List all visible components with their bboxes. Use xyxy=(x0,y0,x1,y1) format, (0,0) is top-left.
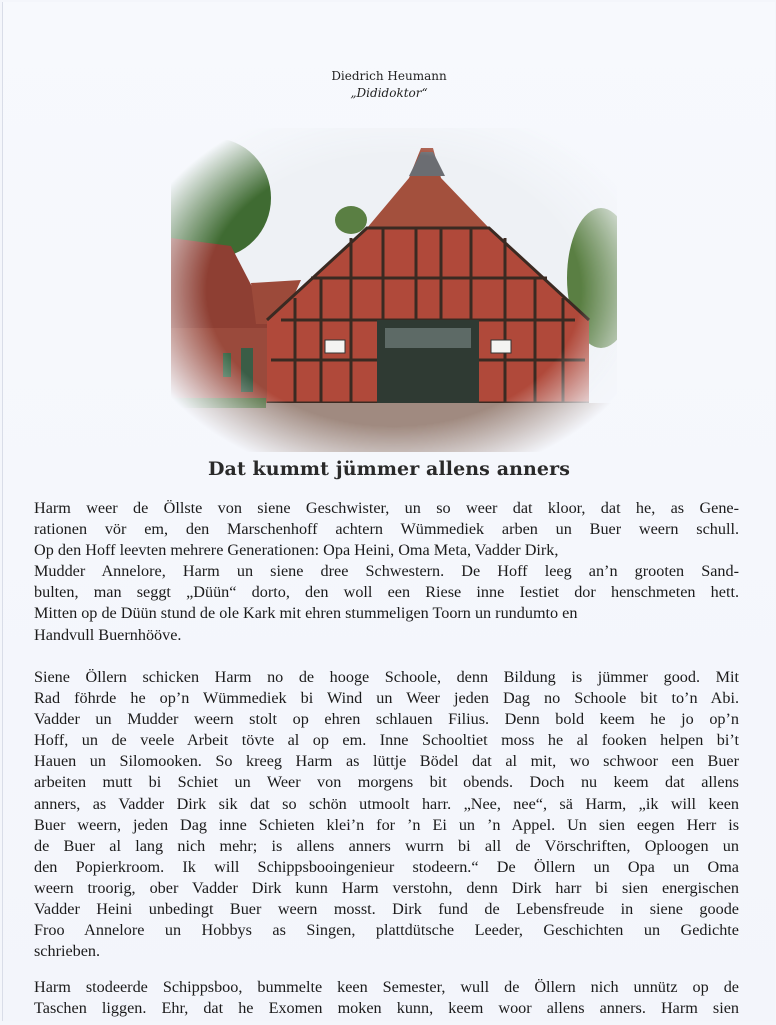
text-line: Mitten op de Düün stund de ole Kark mit ehren stummeligen Toorn un rundumto en xyxy=(34,604,578,623)
paragraph-2 xyxy=(34,667,739,962)
text-line: Siene Öllern schicken Harm no de hooge Schoole, denn Bildung is jümmer good. Mit xyxy=(34,668,739,686)
author-block xyxy=(3,68,775,102)
author-name: Diedrich Heumann xyxy=(331,69,447,83)
plants xyxy=(171,398,266,408)
author-nickname: „Dididoktor“ xyxy=(350,86,428,100)
farmhouse-illustration xyxy=(171,128,617,452)
text-line: rationen vör em, den Marschenhoff achtern Wümmediek arben un Buer weern schull. xyxy=(34,520,739,539)
paragraph-1 xyxy=(34,498,739,646)
doorway-transom xyxy=(385,328,471,348)
text-line: Rad föhrde he op’n Wümmediek bi Wind un Weer jeden Dag no Schoole bit to’n Abi. xyxy=(34,689,739,708)
text-line: Mudder Annelore, Harm un siene dree Schwestern. De Hoff leeg an’n grooten Sand- xyxy=(34,562,739,581)
article-title: Dat kummt jümmer allens anners xyxy=(207,458,571,480)
text-line: de Buer al lang nich mehr; is allens anners wurrn bi all de Vörschriften, Oploogen un xyxy=(34,836,739,855)
text-line: Op den Hoff leevten mehrere Generationen: Opa Heini, Oma Meta, Vadder Dirk, xyxy=(34,541,559,560)
text-line: Hauen un Silomooken. So kreeg Harm as lüttje Bödel dat al mit, wo schwoor een Buer xyxy=(34,752,739,771)
side-barn-door xyxy=(241,348,253,392)
text-line: Vadder Heini unbedingt Buer weern mosst. Dirk fund de Lebensfreude in siene goode xyxy=(34,900,739,919)
window-left xyxy=(325,340,345,353)
document-page xyxy=(2,2,775,1021)
text-line: arbeiten mutt bi Schiet un Weer von morgens bit obends. Doch nu keem dat allens xyxy=(34,773,739,792)
text-line: Froo Annelore un Hobbys as Singen, plattdütsche Leeder, Geschichten un Gedichte xyxy=(34,921,739,940)
text-line: Hoff, un de veele Arbeit tövte al op em. Inne Schooltiet moss he al fooken helpen bi’t xyxy=(34,731,739,750)
text-line: Handvull Buernhööve. xyxy=(34,625,182,644)
tree-back xyxy=(335,206,367,234)
text-line: anners, as Vadder Dirk sik dat so schön utmoolt harr. „Nee, nee“, sä Harm, „ik will keen xyxy=(34,794,739,813)
text-line: bulten, man seggt „Düün“ dorto, den woll een Riese inne Iestiet dor henschmeten hett. xyxy=(34,583,739,602)
text-line: weern troorig, ober Vadder Dirk kunn Harm verstohn, denn Dirk harr bi sien energischen xyxy=(34,878,739,897)
side-barn-wall xyxy=(171,328,273,408)
text-line: Taschen liggen. Ehr, dat he Exomen moken kunn, keem woor allens anners. Harm sien xyxy=(34,999,739,1018)
text-line: Buer weern, jeden Dag inne Schieten klei’n for ’n Ei un ’n Appel. Un sien eegen Herr is xyxy=(34,815,739,834)
text-line: den Popierkroom. Ik will Schippsbooingenieur stodeern.“ De Öllern un Opa un Oma xyxy=(34,857,739,876)
window-right xyxy=(491,340,511,353)
paragraph-3 xyxy=(34,977,739,1019)
side-barn-window xyxy=(223,353,231,377)
text-line: schrieben. xyxy=(34,942,101,961)
farmhouse-photo xyxy=(171,128,617,452)
text-line: Harm stodeerde Schippsboo, bummelte keen Semester, wull de Öllern nich unnütz op de xyxy=(34,978,739,996)
courtyard xyxy=(171,403,617,452)
text-line: Harm weer de Öllste von siene Geschwister, un so weer dat kloor, dat he, as Gene- xyxy=(34,499,739,517)
text-line: Vadder un Mudder weern stolt op ehren schlauen Filius. Denn bold keem he jo op’n xyxy=(34,710,739,729)
